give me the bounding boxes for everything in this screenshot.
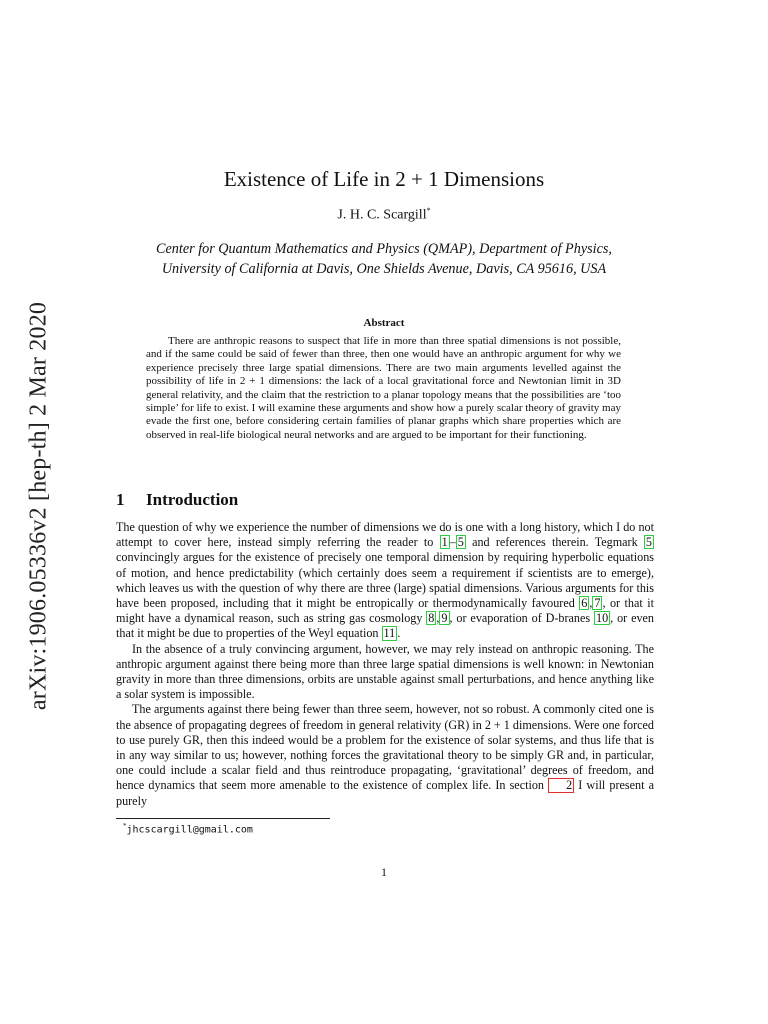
citation-link[interactable]: 8	[428, 611, 435, 626]
author-line	[0, 206, 768, 224]
author-name: J. H. C. Scargill	[337, 207, 427, 223]
affiliation	[0, 239, 768, 279]
arxiv-identifier: arXiv:1906.05336v2 [hep-th] 2 Mar 2020	[25, 301, 52, 711]
text-run: , or that it might have a dynamical reason, such as string gas cosmology	[116, 596, 654, 626]
text-run: I will present a purely	[116, 778, 654, 808]
text-run: convincingly argues for the existence of precisely one temporal dimension by requiring hyperbolic equations of motion, and hence predictability (which certainly does seem a requirement if scientists are to emerge), which leaves us with the question of why there are three (large) spatial dimensions. Various arguments for this have been proposed, including that it might be entropically or thermodynamically favoured	[116, 550, 654, 611]
section-heading	[116, 490, 238, 510]
citation-link[interactable]: 5	[645, 535, 652, 550]
citation-link[interactable]: 7	[594, 596, 601, 611]
introduction-body	[116, 520, 654, 809]
section-number: 1	[116, 490, 125, 509]
text-run: , or evaporation of D-branes	[449, 611, 595, 626]
footnote-divider	[116, 818, 330, 819]
text-run: The arguments against there being fewer than three seem, however, not so robust. A commonly cited one is the absence of propagating degrees of freedom in general relativity (GR) in 2 + 1 dimensions. Were one forced to use purely GR, then this indeed would be a problem for the existence of solar systems, and thus life that is in any way similar to us; however, nothing forces the gravitational theory to be simply GR and, in particular, one could include a scalar field and thus reintroduce propagating, ‘gravitational’ degrees of freedom, and hence dynamics that seem more amenable to the existence of complex life. In section	[116, 702, 654, 793]
affiliation-line-2: University of California at Davis, One Shields Avenue, Davis, CA 95616, USA	[161, 261, 607, 277]
text-run: The question of why we experience the number of dimensions we do is one with a long history, which I do not attempt to cover here, instead simply referring the reader to	[116, 520, 654, 550]
author-footnote-mark[interactable]: *	[426, 206, 431, 215]
paragraph-3	[116, 702, 654, 808]
paper-title: Existence of Life in 2 + 1 Dimensions	[223, 167, 545, 191]
text-run: , or even that it might be due to properties of the Weyl equation	[116, 611, 654, 641]
citation-link[interactable]: 1	[441, 535, 448, 550]
citation-link[interactable]: 11	[383, 626, 396, 641]
citation-link[interactable]: 6	[581, 596, 588, 611]
section-reference-link[interactable]: 2	[548, 778, 574, 792]
text-run: ,	[589, 596, 593, 611]
citation-link[interactable]: 10	[596, 611, 609, 626]
footnote-mark: *	[123, 822, 127, 830]
text-run: .	[397, 626, 401, 641]
text-run: –	[449, 535, 456, 550]
citation-link[interactable]: 9	[441, 611, 448, 626]
citation-link[interactable]: 5	[457, 535, 464, 550]
paragraph-2: In the absence of a truly convincing argument, however, we may rely instead on anthropic reasoning. The anthropic argument against there being more than three large spatial dimensions is well known: in Newtonian gravity in more than three dimensions, orbits are unstable against small perturbations, and hence anything like a solar system is impossible.	[116, 641, 654, 702]
paragraph-1	[116, 520, 654, 642]
affiliation-line-1: Center for Quantum Mathematics and Physics (QMAP), Department of Physics,	[156, 241, 612, 257]
text-run: ,	[436, 611, 440, 626]
abstract-text: There are anthropic reasons to suspect that life in more than three spatial dimensions is not possible, and if the same could be said of fewer than three, then one would have an anthropic argument for why we experience precisely three large spatial dimensions. There are two main arguments levelled against the possibility of life in 2 + 1 dimensions: the lack of a local gravitational force and Newtonian limit in 3D general relativity, and the claim that the restriction to a planar topology means that the possibilities are ‘too simple’ for life to exist. I will examine these arguments and show how a purely scalar theory of gravity may evade the first one, before considering certain families of planar graphs which share properties which are observed in real-life biological neural networks and are argued to be important for their functioning.	[146, 335, 621, 441]
abstract-heading: Abstract	[363, 317, 405, 329]
footnote	[123, 822, 253, 835]
footnote-email-link[interactable]: jhcscargill@gmail.com	[126, 824, 253, 836]
text-run: and references therein. Tegmark	[465, 535, 644, 550]
arxiv-sidebar-stamp	[22, 301, 56, 711]
page-number: 1	[381, 865, 387, 879]
section-title: Introduction	[146, 490, 239, 509]
